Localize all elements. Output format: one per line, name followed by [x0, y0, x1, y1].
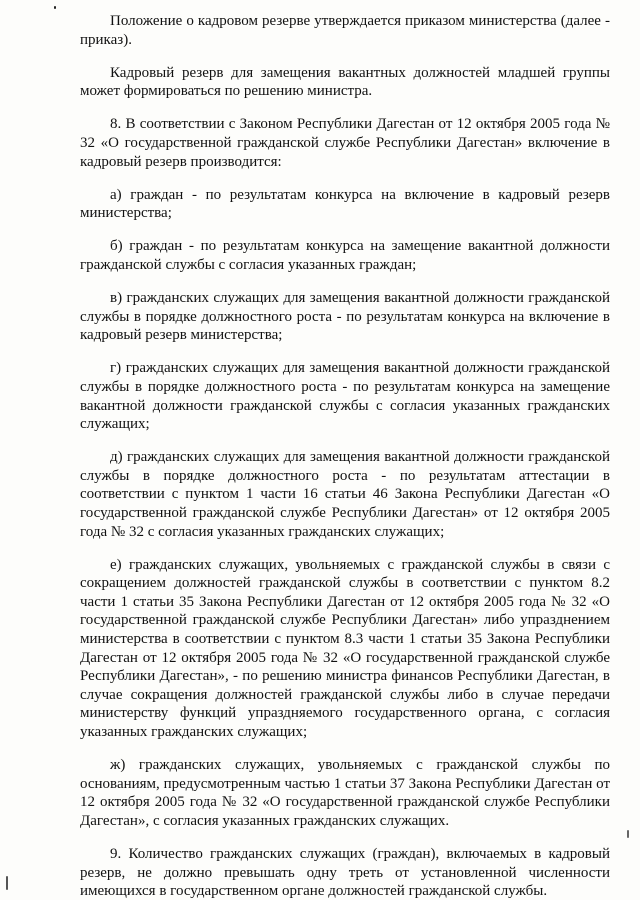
paragraph-regulation-approval: Положение о кадровом резерве утверждается приказом министерства (далее - приказ). [80, 13, 610, 48]
scan-speck [627, 830, 629, 838]
paragraph-subitem-zh: ж) гражданских служащих, увольняемых с гражданской службы по основаниям, предусмотренным частью 1 статьи 37 Закона Республики Дагестан от 12 октября 2005 года № 32 «О государственной гражданской службе Республики Дагестан», с согласия указанных гражданских служащих. [80, 757, 610, 829]
scan-speck [6, 876, 8, 890]
paragraph-subitem-b: б) граждан - по результатам конкурса на замещение вакантной должности гражданской службы с согласия указанных граждан; [80, 238, 610, 273]
paragraph-subitem-e: е) гражданских служащих, увольняемых с гражданской службы в связи с сокращением должностей гражданской службы в соответствии с пунктом 8.2 части 1 статьи 35 Закона Республики Дагестан от 12 октября 2005 года № 32 «О государственной гражданской службе Республики Дагестан» либо упразднением министерства в соответствии с пунктом 8.3 части 1 статьи 35 Закона Республики Дагестан от 12 октября 2005 года № 32 «О государственной гражданской службе Республики Дагестан», - по решению министра финансов Республики Дагестан, в случае сокращения должностей гражданской службы либо в случае передачи министерству функций упраздняемого государственного органа, с согласия указанных гражданских служащих; [80, 556, 610, 740]
scan-speck [54, 6, 56, 9]
paragraph-subitem-a: а) граждан - по результатам конкурса на включение в кадровый резерв министерства; [80, 186, 610, 222]
document-body [80, 12, 610, 900]
paragraph-item-8: 8. В соответствии с Законом Республики Дагестан от 12 октября 2005 года № 32 «О государственной гражданской службе Республики Дагестан» включение в кадровый резерв производится: [80, 116, 610, 170]
paragraph-item-9: 9. Количество гражданских служащих (граждан), включаемых в кадровый резерв, не должно превышать одну треть от установленной численности имеющихся в государственном органе должностей гражданской службы. [80, 845, 610, 900]
paragraph-subitem-d: д) гражданских служащих для замещения вакантной должности гражданской службы в порядке должностного роста - по результатам аттестации в соответствии с пунктом 1 части 16 статьи 46 Закона Республики Дагестан «О государственной гражданской службе Республики Дагестан» от 12 октября 2005 года № 32 с согласия указанных гражданских служащих; [80, 449, 610, 540]
paragraph-junior-group-reserve: Кадровый резерв для замещения вакантных должностей младшей группы может формироваться по решению министра. [80, 64, 610, 100]
paragraph-subitem-g: г) гражданских служащих для замещения вакантной должности гражданской службы в порядке должностного роста - по результатам конкурса на замещение вакантной должности гражданской службы с согласия указанных гражданских служащих; [80, 360, 610, 433]
paragraph-subitem-v: в) гражданских служащих для замещения вакантной должности гражданской службы в порядке должностного роста - по результатам конкурса на включение в кадровый резерв министерства; [80, 290, 610, 344]
